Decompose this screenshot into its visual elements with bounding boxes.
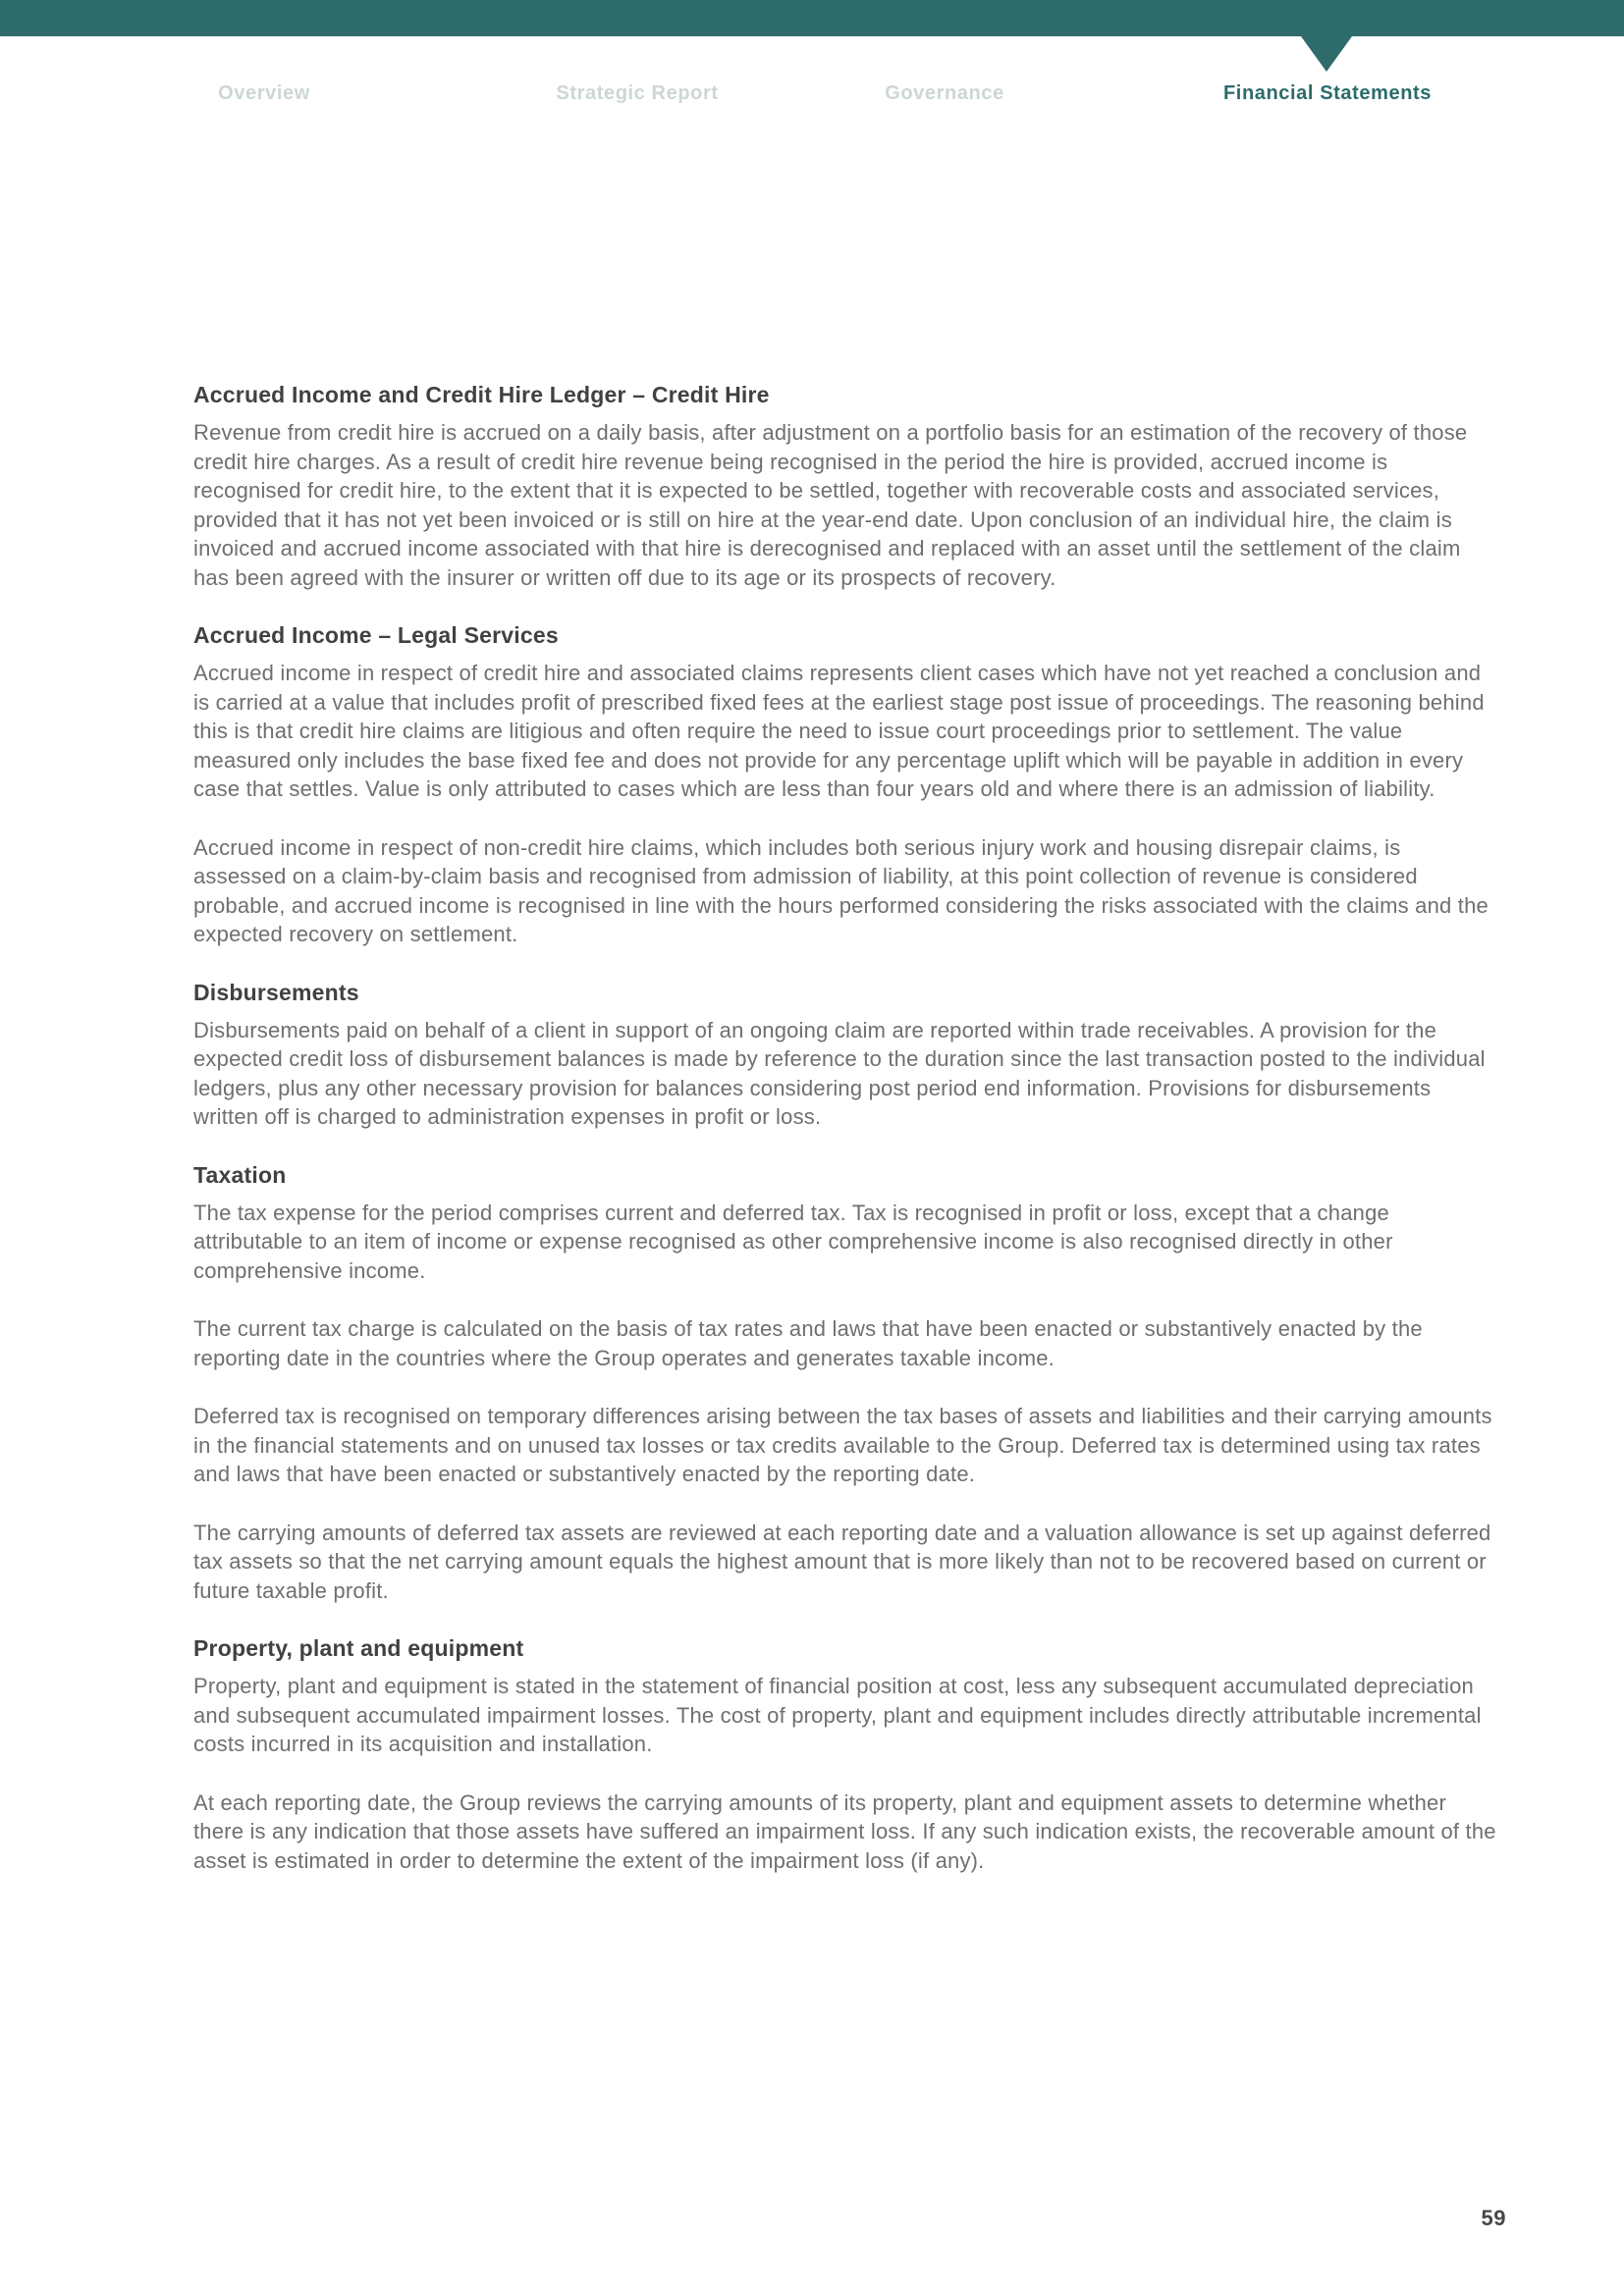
paragraph: At each reporting date, the Group reviews the carrying amounts of its property, plant and equipment assets to determine whether there is any indication that those assets have suffered an impairment loss. If any such indication exists, the recoverable amount of the asset is estimated in order to determine the extent of the impairment loss (if any). <box>193 1789 1496 1873</box>
paragraph: The current tax charge is calculated on the basis of tax rates and laws that have been enacted or substantively enacted by the reporting date in the countries where the Group operates and generates taxable income. <box>193 1316 1423 1370</box>
paragraph: Property, plant and equipment is stated in the statement of financial position at cost, less any subsequent accumulated depreciation and subsequent accumulated impairment losses. The cost of property, plant and equipment includes directly attributable incremental costs incurred in its acquisition and installation. <box>193 1674 1482 1756</box>
paragraph: Revenue from credit hire is accrued on a daily basis, after adjustment on a portfolio basis for an estimation of the recovery of those credit hire charges. As a result of credit hire revenue being recognised in the period the hire is provided, accrued income is recognised for credit hire, to the extent that it is expected to be settled, together with recoverable costs and associated services, provided that it has not yet been invoiced or is still on hire at the year-end date. Upon conclusion of an individual hire, the claim is invoiced and accrued income associated with that hire is derecognised and replaced with an asset until the settlement of the claim has been agreed with the insurer or written off due to its age or its prospects of recovery. <box>193 420 1468 590</box>
section-heading: Property, plant and equipment <box>193 1635 524 1661</box>
section-taxation <box>193 1161 1499 1606</box>
section-heading: Accrued Income and Credit Hire Ledger – Credit Hire <box>193 382 770 407</box>
section-heading: Taxation <box>193 1161 287 1188</box>
paragraph: The carrying amounts of deferred tax assets are reviewed at each reporting date and a valuation allowance is set up against deferred tax assets so that the net carrying amount equals the highest amount that is more likely than not to be recovered based on current or future taxable profit. <box>193 1520 1491 1603</box>
page-body <box>193 381 1499 1904</box>
tab-financial-statements[interactable]: Financial Statements <box>1222 82 1433 104</box>
section-disbursements <box>193 979 1499 1132</box>
tab-governance[interactable]: Governance <box>885 82 1004 104</box>
paragraph: Accrued income in respect of credit hire and associated claims represents client cases which have not yet reached a conclusion and is carried at a value that includes profit of prescribed fixed fees at the earliest stage post issue of proceedings. The reasoning behind this is that credit hire claims are litigious and often require the need to issue court proceedings prior to settlement. The value measured only includes the base fixed fee and does not provide for any percentage uplift which will be payable in addition in every case that settles. Value is only attributed to cases which are less than four years old and where there is an admission of liability. <box>193 661 1485 801</box>
page-number: 59 <box>1481 2206 1506 2230</box>
section-heading: Disbursements <box>193 979 359 1005</box>
section-accrued-income-legal-services <box>193 621 1499 949</box>
paragraph: Accrued income in respect of non-credit hire claims, which includes both serious injury work and housing disrepair claims, is assessed on a claim-by-claim basis and recognised from admission of liability, at this point collection of revenue is considered probable, and accrued income is recognised in line with the hours performed considering the risks associated with the claims and the expected recovery on settlement. <box>193 834 1489 946</box>
section-heading: Accrued Income – Legal Services <box>193 622 559 648</box>
section-property-plant-equipment <box>193 1634 1499 1875</box>
top-accent-bar <box>0 0 1624 36</box>
active-tab-pointer-icon <box>1301 36 1352 72</box>
paragraph: Disbursements paid on behalf of a client in support of an ongoing claim are reported within trade receivables. A provision for the expected credit loss of disbursement balances is made by reference to the duration since the last transaction posted to the individual ledgers, plus any other necessary provision for balances considering post period end information. Provisions for disbursements written off is charged to administration expenses in profit or loss. <box>193 1017 1486 1129</box>
section-accrued-income-credit-hire <box>193 381 1499 592</box>
paragraph: The tax expense for the period comprises current and deferred tax. Tax is recognised in profit or loss, except that a change attributable to an item of income or expense recognised as other comprehensive income is also recognised directly in other comprehensive income. <box>193 1200 1393 1283</box>
tab-overview[interactable]: Overview <box>218 82 310 104</box>
tab-strategic-report[interactable]: Strategic Report <box>556 82 719 104</box>
paragraph: Deferred tax is recognised on temporary differences arising between the tax bases of assets and liabilities and their carrying amounts in the financial statements and on unused tax losses or tax credits available to the Group. Deferred tax is determined using tax rates and laws that have been enacted or substantively enacted by the reporting date. <box>193 1404 1492 1486</box>
